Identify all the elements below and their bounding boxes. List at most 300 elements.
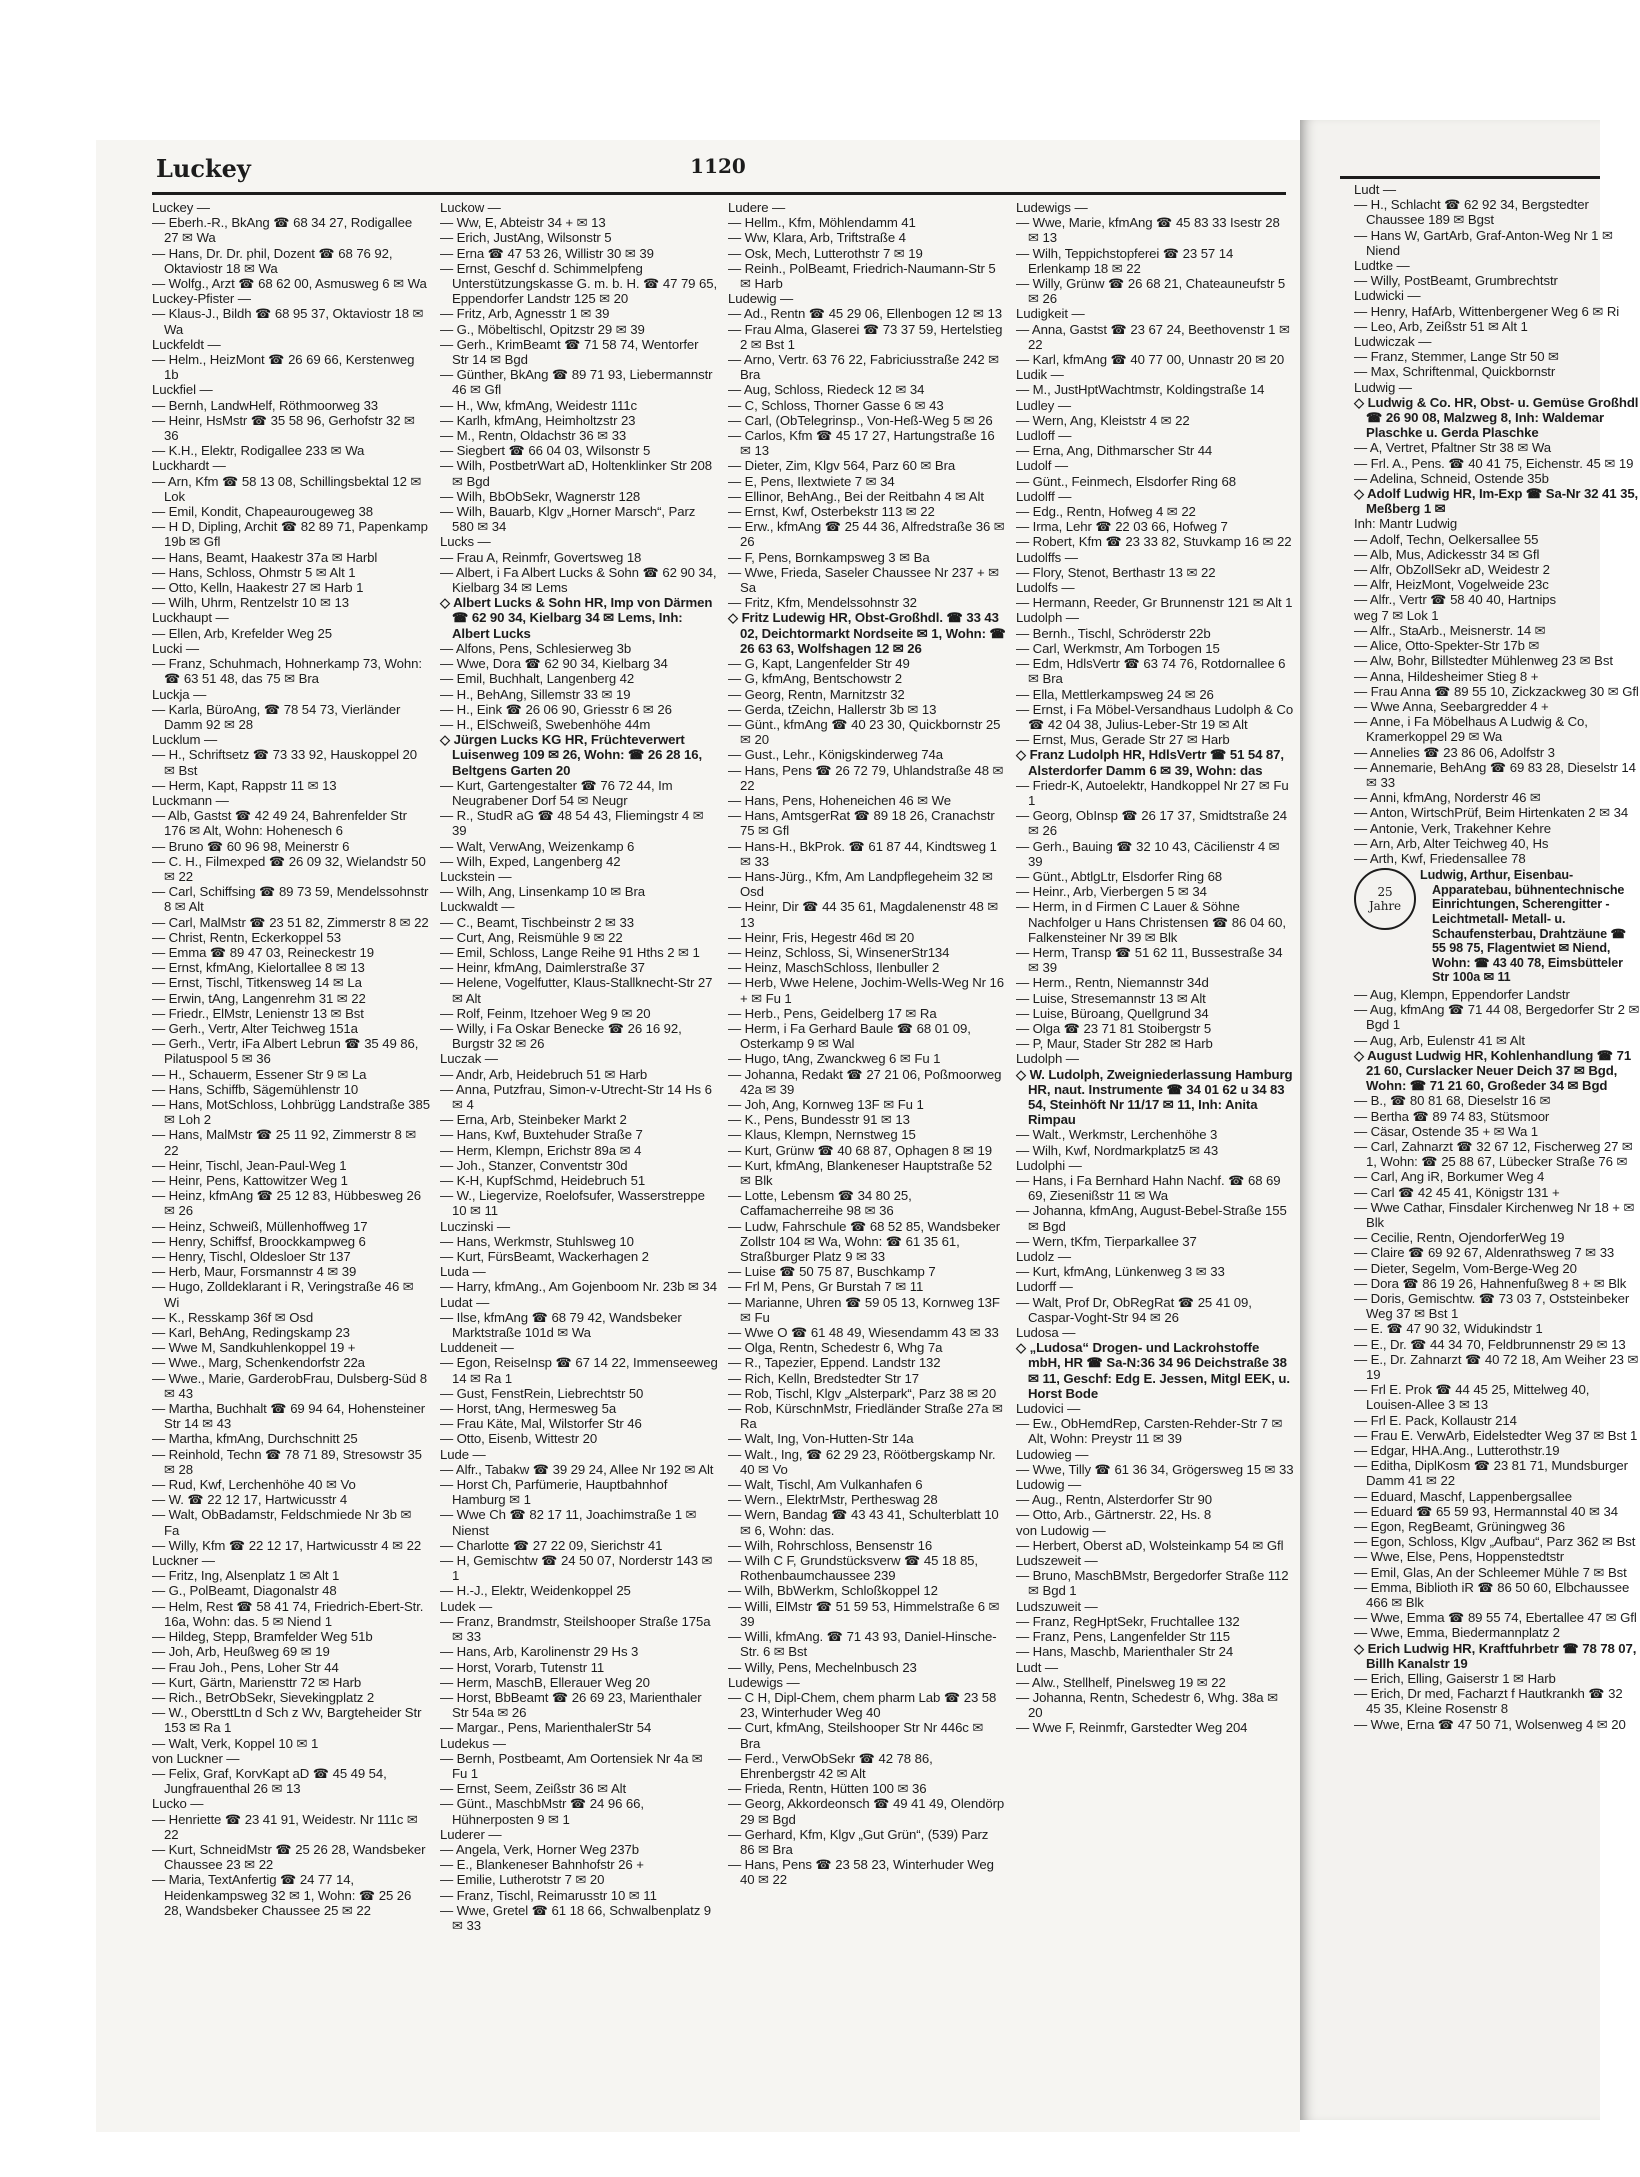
- directory-entry: — Walt., Ing, ☎ 62 29 23, Röötbergskamp Nr. 40 ✉ Vo: [728, 1446, 1000, 1477]
- surname-heading: Luckfeldt —: [152, 336, 221, 352]
- directory-entry: — Hans, Pens ☎ 23 58 23, Winterhuder Weg 40 ✉ 22: [728, 1857, 998, 1888]
- directory-entry: — Egon, RegBeamt, Grüningweg 36: [1354, 1519, 1565, 1534]
- directory-entry: — E., Blankeneser Bahnhofstr 26 +: [440, 1857, 644, 1873]
- directory-entry: — Marianne, Uhren ☎ 59 05 13, Kornweg 13F ✉ Fu: [728, 1294, 1004, 1325]
- directory-entry: — Ernst, Seem, Zeißstr 36 ✉ Alt: [440, 1781, 627, 1797]
- surname-heading: Ludik —: [1016, 367, 1064, 383]
- directory-entry: — Herbert, Oberst aD, Wolsteinkamp 54 ✉ Gfl: [1016, 1537, 1284, 1553]
- directory-entry: — Erna, Ang, Dithmarscher Str 44: [1016, 443, 1213, 459]
- directory-entry: — Bruno, MaschBMstr, Bergedorfer Straße 112 ✉ Bgd 1: [1016, 1568, 1293, 1599]
- directory-entry: — Frau Joh., Pens, Loher Str 44: [152, 1659, 339, 1675]
- directory-entry: — Aug., Rentn, Alsterdorfer Str 90: [1016, 1492, 1212, 1508]
- directory-entry: — Emil, Schloss, Lange Reihe 91 Hths 2 ✉ 1: [440, 944, 700, 960]
- surname-heading: weg 7 ✉ Lok 1: [1354, 607, 1439, 623]
- directory-entry: — Walt, VerwAng, Weizenkamp 6: [440, 838, 635, 854]
- directory-entry: — Heinz, Schweiß, Müllenhoffweg 17: [152, 1218, 368, 1234]
- directory-entry: — Anna, Putzfrau, Simon-v-Utrecht-Str 14 Hs 6 ✉ 4: [440, 1081, 716, 1112]
- directory-entry: — Heinr, kfmAng, Daimlerstraße 37: [440, 960, 645, 976]
- directory-entry: — Frl M, Pens, Gr Burstah 7 ✉ 11: [728, 1279, 924, 1295]
- directory-entry: — H D, Dipling, Archit ☎ 82 89 71, Papenkamp 19b ✉ Gfl: [152, 519, 432, 550]
- directory-entry: — Wwe, Frieda, Saseler Chaussee Nr 237 + ✉ Sa: [728, 564, 1003, 596]
- surname-heading: Luderer —: [440, 1826, 502, 1842]
- directory-page: [96, 140, 1300, 2132]
- directory-entry: — Leo, Arb, Zeißstr 51 ✉ Alt 1: [1354, 318, 1528, 334]
- page-number: 1120: [690, 154, 746, 178]
- directory-entry: — C, Schloss, Thorner Gasse 6 ✉ 43: [728, 397, 944, 413]
- directory-entry: — Wwe Ch ☎ 82 17 11, Joachimstraße 1 ✉ Nienst: [440, 1507, 701, 1538]
- directory-entry: — Willy, i Fa Oskar Benecke ☎ 26 16 92, Burgstr 32 ✉ 26: [440, 1020, 686, 1052]
- directory-entry: — H., Schriftsetz ☎ 73 33 92, Hauskoppel 20 ✉ Bst: [152, 747, 421, 778]
- anniversary-badge: [1354, 868, 1416, 930]
- surname-heading: Luda —: [440, 1264, 486, 1280]
- surname-heading: von Luckner —: [152, 1750, 240, 1766]
- directory-entry: — Arn, Arb, Alter Teichweg 40, Hs: [1354, 835, 1549, 851]
- directory-entry: — Wern., ElektrMstr, Pertheswag 28: [728, 1492, 938, 1508]
- directory-entry: — H., ElSchweiß, Swebenhöhe 44m: [440, 716, 651, 732]
- adjacent-page-rule: [1340, 176, 1600, 179]
- directory-entry: — Aug, Schloss, Riedeck 12 ✉ 34: [728, 382, 925, 398]
- directory-entry: — G., PolBeamt, Diagonalstr 48: [152, 1583, 337, 1599]
- surname-heading: Luckhaupt —: [152, 610, 229, 626]
- anniversary-advert: [1354, 868, 1640, 985]
- surname-heading: Luckey-Pfister —: [152, 291, 251, 307]
- directory-entry: — Herm, Transp ☎ 51 62 11, Bussestraße 34 ✉ 39: [1016, 944, 1287, 976]
- directory-entry: — Hugo, tAng, Zwanckweg 6 ✉ Fu 1: [728, 1051, 941, 1067]
- directory-entry: — Egon, ReiseInsp ☎ 67 14 22, Immenseeweg 14 ✉ Ra 1: [440, 1355, 722, 1386]
- surname-heading: Luddeneit —: [440, 1340, 514, 1356]
- directory-entry: — Hildeg, Stepp, Bramfelder Weg 51b: [152, 1629, 373, 1645]
- directory-entry: — Bernh., Tischl, Schröderstr 22b: [1016, 625, 1211, 641]
- surname-heading: Luckhardt —: [152, 458, 226, 474]
- directory-entry: — Curt, kfmAng, Steilshooper Str Nr 446c ✉ Bra: [728, 1720, 987, 1751]
- directory-entry: — Klaus, Klempn, Nernstweg 15: [728, 1127, 916, 1143]
- surname-heading: Luckwaldt —: [440, 899, 515, 915]
- directory-entry: — Wilh, Ang, Linsenkamp 10 ✉ Bra: [440, 884, 646, 900]
- directory-entry: ◇ Erich Ludwig HR, Kraftfuhrbetr ☎ 78 78 07, Billh Kanalstr 19: [1354, 1640, 1640, 1671]
- directory-entry: — W., Liegervize, Roelofsufer, Wasserstreppe 10 ✉ 11: [440, 1188, 709, 1219]
- directory-entry: — Adelina, Schneid, Ostende 35b: [1354, 470, 1549, 486]
- directory-entry: — Wwe, Emma ☎ 89 55 74, Ebertallee 47 ✉ Gfl: [1354, 1610, 1637, 1626]
- directory-entry: ◇ August Ludwig HR, Kohlenhandlung ☎ 71 21 60, Curslacker Neuer Deich 37 ✉ Bgd, Wohn: ☎ 71 21 60, Großeder 34 ✉ Bgd: [1354, 1047, 1635, 1094]
- surname-heading: Ludley —: [1016, 397, 1071, 413]
- directory-entry: — Erna ☎ 47 53 26, Willistr 30 ✉ 39: [440, 245, 654, 261]
- directory-entry: — Fritz, Arb, Agnesstr 1 ✉ 39: [440, 306, 610, 322]
- directory-entry: — Ew., ObHemdRep, Carsten-Rehder-Str 7 ✉ Alt, Wohn: Preystr 11 ✉ 39: [1016, 1416, 1286, 1447]
- directory-entry: — Fritz, Ing, Alsenplatz 1 ✉ Alt 1: [152, 1568, 340, 1584]
- advert-text: Ludwig, Arthur, Eisenbau-Apparatebau, bühnentechnische Einrichtungen, Scherengitter - Leichtmetall- Metall- u. Schaufensterbau, Drahtzäune ☎ 55 98 75, Flagentwiet ✉ Niend, Wohn: ☎ 43 40 78, Eimsbütteler Str 100a ✉ 11: [1420, 868, 1630, 985]
- directory-entry: — Frau E. VerwArb, Eidelstedter Weg 37 ✉ Bst 1: [1354, 1427, 1638, 1443]
- surname-heading: Ludloff —: [1016, 428, 1072, 444]
- directory-entry: — Henry, Schiffsf, Broockkampweg 6: [152, 1233, 366, 1249]
- directory-entry: — Walt, Tischl, Am Vulkanhafen 6: [728, 1477, 923, 1493]
- adjacent-page: [1300, 120, 1640, 2120]
- directory-entry: — Heinr, Dir ☎ 44 35 61, Magdalenenstr 48 ✉ 13: [728, 899, 1002, 930]
- directory-entry: — Alw., Stellhelf, Pinelsweg 19 ✉ 22: [1016, 1674, 1226, 1690]
- directory-entry: — Hans, Schiffb, Sägemühlenstr 10: [152, 1081, 359, 1097]
- directory-entry: — Wwe F, Reinmfr, Garstedter Weg 204: [1016, 1720, 1248, 1736]
- directory-entry: — Adolf, Techn, Oelkersallee 55: [1354, 531, 1539, 547]
- directory-entry: — Willy, Grünw ☎ 26 68 21, Chateauneufstr 5 ✉ 26: [1016, 276, 1289, 307]
- directory-entry: — Wilh, Kwf, Nordmarkplatz5 ✉ 43: [1016, 1142, 1219, 1158]
- directory-entry: — Olga ☎ 23 71 81 Stoibergstr 5: [1016, 1020, 1212, 1036]
- directory-entry: — Erich, JustAng, Wilsonstr 5: [440, 230, 612, 246]
- directory-entry: — Ernst, i Fa Möbel-Versandhaus Ludolph & Co ☎ 42 04 38, Julius-Leber-Str 19 ✉ Alt: [1016, 701, 1297, 732]
- directory-entry: — C. H., Filmexped ☎ 26 09 32, Wielandstr 50 ✉ 22: [152, 853, 430, 884]
- directory-entry: — Alfr, ObZollSekr aD, Weidestr 2: [1354, 562, 1550, 578]
- directory-entry: — Kurt, kfmAng, Lünkenweg 3 ✉ 33: [1016, 1264, 1225, 1280]
- directory-entry: — Herb., Pens, Geidelberg 17 ✉ Ra: [728, 1005, 937, 1021]
- directory-entry: — Gust, FenstRein, Liebrechtstr 50: [440, 1385, 644, 1401]
- directory-entry: — Anna, Gastst ☎ 23 67 24, Beethovenstr 1 ✉ 22: [1016, 321, 1294, 352]
- surname-heading: Ludowieg —: [1016, 1446, 1089, 1462]
- directory-entry: — Dora ☎ 86 19 26, Hahnenfußweg 8 + ✉ Blk: [1354, 1275, 1627, 1291]
- directory-entry: — Hans, Kwf, Buxtehuder Straße 7: [440, 1127, 643, 1143]
- surname-heading: Ludolphi —: [1016, 1157, 1082, 1173]
- directory-entry: — Otto, Arb., Gärtnerstr. 22, Hs. 8: [1016, 1507, 1212, 1523]
- directory-entry: — H., Schauerm, Essener Str 9 ✉ La: [152, 1066, 367, 1082]
- directory-entry: — Anna, Hildesheimer Stieg 8 +: [1354, 668, 1539, 684]
- directory-entry: — Heinr, Tischl, Jean-Paul-Weg 1: [152, 1157, 347, 1173]
- surname-heading: Luckfiel —: [152, 382, 213, 398]
- directory-entry: — Kurt, SchneidMstr ☎ 25 26 28, Wandsbeker Chaussee 23 ✉ 22: [152, 1841, 429, 1873]
- directory-entry: — Alfr., Tabakw ☎ 39 29 24, Allee Nr 192 ✉ Alt: [440, 1461, 714, 1477]
- directory-entry: — Hans, AmtsgerRat ☎ 89 18 26, Cranachstr 75 ✉ Gfl: [728, 808, 999, 839]
- directory-entry: — Herb, Maur, Forsmannstr 4 ✉ 39: [152, 1264, 357, 1280]
- directory-entry: — Aug, Klempn, Eppendorfer Landstr: [1354, 986, 1570, 1002]
- directory-entry: — E., Dr. ☎ 44 34 70, Feldbrunnenstr 29 ✉ 13: [1354, 1336, 1626, 1352]
- surname-heading: Ludolph —: [1016, 610, 1079, 626]
- surname-heading: Ludwicki —: [1354, 288, 1421, 304]
- directory-entry: — Hellm., Kfm, Möhlendamm 41: [728, 215, 916, 231]
- directory-entry: — Karl, BehAng, Redingskamp 23: [152, 1325, 350, 1341]
- directory-entry: — Herm, MaschB, Ellerauer Weg 20: [440, 1674, 650, 1690]
- directory-entry: — Hans, Beamt, Haakestr 37a ✉ Harbl: [152, 549, 378, 565]
- directory-entry: — W., ObersttLtn d Sch z Wv, Bargteheider Str 153 ✉ Ra 1: [152, 1705, 425, 1736]
- directory-entry: — Kurt, Gärtn, Mariensttr 72 ✉ Harb: [152, 1674, 362, 1690]
- directory-entry: — Franz, Stemmer, Lange Str 50 ✉: [1354, 349, 1560, 365]
- directory-entry: — Frau Alma, Glaserei ☎ 73 37 59, Hertelstieg 2 ✉ Bst 1: [728, 321, 1006, 352]
- directory-entry: ◇ „Ludosa“ Drogen- und Lackrohstoffe mbH, HR ☎ Sa-N:36 34 96 Deichstraße 38 ✉ 11, Geschf: Edg E. Jessen, Mitgl EEK, u. Horst Bode: [1016, 1340, 1294, 1401]
- directory-entry: — Wern, tKfm, Tierparkallee 37: [1016, 1233, 1197, 1249]
- directory-entry: ◇ W. Ludolph, Zweigniederlassung Hamburg HR, naut. Instrumente ☎ 34 01 62 u 34 83 54, Steinhöft Nr 11/17 ✉ 11, Inh: Anita Rimpau: [1016, 1066, 1297, 1128]
- surname-heading: Luckja —: [152, 686, 207, 702]
- directory-entry: — Emilie, Lutherotstr 7 ✉ 20: [440, 1872, 605, 1888]
- directory-entry: — Maria, TextAnfertig ☎ 24 77 14, Heidenkampsweg 32 ✉ 1, Wohn: ☎ 25 26 28, Wandsbeker Chaussee 25 ✉ 22: [152, 1872, 415, 1918]
- surname-heading: Ludszeweit —: [1016, 1553, 1098, 1569]
- directory-entry: — Friedr., ElMstr, Lenienstr 13 ✉ Bst: [152, 1005, 364, 1021]
- directory-entry: — Heinz, Schloss, Si, WinsenerStr134: [728, 944, 950, 960]
- directory-entry: — Walt, Prof Dr, ObRegRat ☎ 25 41 09, Caspar-Voght-Str 94 ✉ 26: [1016, 1294, 1256, 1325]
- surname-heading: Ludwig —: [1354, 379, 1412, 395]
- directory-entry: — Annemarie, BehAng ☎ 69 83 28, Dieselstr 14 ✉ 33: [1354, 759, 1640, 790]
- directory-entry: — Walt, Ing, Von-Hutten-Str 14a: [728, 1431, 914, 1447]
- directory-entry: — Antonie, Verk, Trakehner Kehre: [1354, 820, 1551, 836]
- directory-entry: — Günt., Feinmech, Elsdorfer Ring 68: [1016, 473, 1236, 489]
- directory-entry: — Alb, Gastst ☎ 42 49 24, Bahrenfelder Str 176 ✉ Alt, Wohn: Hohenesch 6: [152, 808, 411, 839]
- directory-entry: — Carl, Werkmstr, Am Torbogen 15: [1016, 640, 1220, 656]
- directory-entry: — Wolfg., Arzt ☎ 68 62 00, Asmusweg 6 ✉ Wa: [152, 276, 427, 292]
- directory-entry: — Friedr-K, Autoelektr, Handkoppel Nr 27 ✉ Fu 1: [1016, 777, 1293, 808]
- directory-entry: — Carl, Ang iR, Borkumer Weg 4: [1354, 1169, 1545, 1185]
- directory-entry: — Bernh, Postbeamt, Am Oortensiek Nr 4a ✉ Fu 1: [440, 1750, 707, 1781]
- directory-entry: — Emil, Buchhalt, Langenberg 42: [440, 671, 635, 687]
- directory-entry: — Bertha ☎ 89 74 83, Stütsmoor: [1354, 1108, 1550, 1124]
- directory-entry: ◇ Ludwig & Co. HR, Obst- u. Gemüse Großhdl ☎ 26 90 08, Malzweg 8, Inh: Waldemar Plaschke u. Gerda Plaschke: [1354, 394, 1639, 441]
- directory-entry: — Carl, MalMstr ☎ 23 51 82, Zimmerstr 8 ✉ 22: [152, 914, 429, 930]
- directory-entry: — Arn, Kfm ☎ 58 13 08, Schillingsbektal 12 ✉ Lok: [152, 473, 425, 504]
- directory-entry: — H., Eink ☎ 26 06 90, Griesstr 6 ✉ 26: [440, 701, 672, 717]
- surname-heading: Ludorff —: [1016, 1279, 1073, 1295]
- directory-entry: — Wwe., Marie, GarderobFrau, Dulsberg-Süd 8 ✉ 43: [152, 1370, 431, 1401]
- directory-entry: — Helm., HeizMont ☎ 26 69 66, Kerstenweg 1b: [152, 352, 418, 383]
- directory-entry: — Alb, Mus, Adickesstr 34 ✉ Gfl: [1354, 546, 1540, 562]
- directory-entry: — Wwe, Erna ☎ 47 50 71, Wolsenweg 4 ✉ 20: [1354, 1716, 1626, 1732]
- surname-heading: Lucko —: [152, 1796, 204, 1812]
- directory-entry: — Edm, HdlsVertr ☎ 63 74 76, Rotdornallee 6 ✉ Bra: [1016, 656, 1289, 687]
- directory-entry: — Herm, Klempn, Erichstr 89a ✉ 4: [440, 1142, 642, 1158]
- directory-entry: — Eberh.-R., BkAng ☎ 68 34 27, Rodigallee 27 ✉ Wa: [152, 215, 416, 246]
- directory-entry: — Anton, WirtschPrüf, Beim Hirtenkaten 2 ✉ 34: [1354, 805, 1629, 821]
- directory-entry: — Luise, Stresemannstr 13 ✉ Alt: [1016, 990, 1206, 1006]
- directory-entry: — G., Möbeltischl, Opitzstr 29 ✉ 39: [440, 321, 645, 337]
- directory-entry: — Erna, Arb, Steinbeker Markt 2: [440, 1112, 627, 1128]
- listing-column-2: [440, 200, 722, 2116]
- directory-entry: — Karl, kfmAng ☎ 40 77 00, Unnastr 20 ✉ 20: [1016, 352, 1285, 368]
- surname-heading: Luckey —: [152, 200, 210, 215]
- directory-entry: — Martha, kfmAng, Durchschnitt 25: [152, 1431, 358, 1447]
- directory-entry: — Hans, Dr. Dr. phil, Dozent ☎ 68 76 92, Oktaviostr 18 ✉ Wa: [152, 245, 396, 276]
- directory-entry: — Carl, Zahnarzt ☎ 32 67 12, Fischerweg 27 ✉ 1, Wohn: ☎ 25 88 67, Lübecker Straße 76 ✉: [1354, 1138, 1637, 1170]
- directory-entry: — Wern, Ang, Kleiststr 4 ✉ 22: [1016, 412, 1190, 428]
- surname-heading: Ludigkeit —: [1016, 306, 1085, 322]
- directory-entry: — Gerh., Bauing ☎ 32 10 43, Cäcilienstr 4 ✉ 39: [1016, 838, 1284, 869]
- directory-entry: — Wilh, BbObSekr, Wagnerstr 128: [440, 488, 641, 504]
- badge-word: Jahre: [1368, 899, 1402, 914]
- directory-entry: — Max, Schriftenmal, Quickbornstr: [1354, 364, 1556, 380]
- directory-entry: — Dieter, Segelm, Vom-Berge-Weg 20: [1354, 1260, 1577, 1276]
- surname-heading: Luczak —: [440, 1051, 498, 1067]
- surname-heading: Lude —: [440, 1446, 486, 1462]
- directory-entry: — Frau Anna ☎ 89 55 10, Zickzackweg 30 ✉ Gfl: [1354, 683, 1639, 699]
- directory-entry: ◇ Franz Ludolph HR, HdlsVertr ☎ 51 54 87, Alsterdorfer Damm 6 ✉ 39, Wohn: das: [1016, 747, 1288, 778]
- directory-entry: — Rolf, Feinm, Itzehoer Weg 9 ✉ 20: [440, 1005, 651, 1021]
- directory-entry: — Christ, Rentn, Eckerkoppel 53: [152, 929, 341, 945]
- directory-entry: — Dieter, Zim, Klgv 564, Parz 60 ✉ Bra: [728, 458, 956, 474]
- directory-entry: — H.-J., Elektr, Weidenkoppel 25: [440, 1583, 631, 1599]
- directory-entry: — W. ☎ 22 12 17, Hartwicusstr 4: [152, 1492, 348, 1508]
- directory-entry: — Heinr, Fris, Hegestr 46d ✉ 20: [728, 929, 915, 945]
- directory-entry: — Reinh., PolBeamt, Friedrich-Naumann-Str 5 ✉ Harb: [728, 260, 1000, 292]
- directory-entry: — Joh, Ang, Kornweg 13F ✉ Fu 1: [728, 1096, 924, 1112]
- directory-entry: — Günt., AbtlgLtr, Elsdorfer Ring 68: [1016, 868, 1223, 884]
- directory-entry: — Cäsar, Ostende 35 + ✉ Wa 1: [1354, 1123, 1539, 1139]
- directory-entry: — M., JustHptWachtmstr, Koldingstraße 14: [1016, 382, 1265, 398]
- directory-entry: — Georg, Akkordeonsch ☎ 49 41 49, Olendörp 29 ✉ Bgd: [728, 1796, 1008, 1827]
- directory-entry: — Karla, BüroAng, ☎ 78 54 73, Vierländer Damm 92 ✉ 28: [152, 701, 404, 732]
- directory-entry: — Hans, Werkmstr, Stuhlsweg 10: [440, 1233, 634, 1249]
- directory-entry: — Aug, Arb, Eulenstr 41 ✉ Alt: [1354, 1032, 1525, 1048]
- directory-entry: — Franz, Schuhmach, Hohnerkamp 73, Wohn: ☎ 63 51 48, das 75 ✉ Bra: [152, 656, 426, 687]
- directory-entry: — Herb, Wwe Helene, Jochim-Wells-Weg Nr 16 + ✉ Fu 1: [728, 975, 1008, 1006]
- directory-entry: — Kurt, kfmAng, Blankeneser Hauptstraße 52 ✉ Blk: [728, 1157, 996, 1188]
- directory-entry: — Gerh., Vertr, Alter Teichweg 151a: [152, 1020, 358, 1036]
- directory-entry: — Emil, Glas, An der Schleemer Mühle 7 ✉ Bst: [1354, 1564, 1627, 1580]
- directory-entry: ◇ Adolf Ludwig HR, Im-Exp ☎ Sa-Nr 32 41 35, Meßberg 1 ✉: [1354, 486, 1639, 517]
- directory-entry: — Alfons, Pens, Schlesierweg 3b: [440, 640, 632, 656]
- directory-entry: — Herm., Rentn, Niemannstr 34d: [1016, 975, 1209, 991]
- directory-entry: — K-H, KupfSchmd, Heidebruch 51: [440, 1173, 646, 1188]
- directory-entry: — H., Ww, kfmAng, Weidestr 111c: [440, 397, 637, 413]
- surname-heading: Luckow —: [440, 200, 501, 215]
- directory-entry: — Eduard, Maschf, Lappenbergsallee: [1354, 1488, 1572, 1504]
- directory-entry: — Wwe, Gretel ☎ 61 18 66, Schwalbenplatz 9 ✉ 33: [440, 1902, 715, 1933]
- directory-entry: — Wwe O ☎ 61 48 49, Wiesendamm 43 ✉ 33: [728, 1325, 999, 1341]
- directory-entry: — Siegbert ☎ 66 04 03, Wilsonstr 5: [440, 443, 651, 459]
- directory-entry: — Flory, Stenot, Berthastr 13 ✉ 22: [1016, 564, 1216, 580]
- listing-column-4: [1016, 200, 1297, 2116]
- surname-heading: Ludt —: [1354, 182, 1396, 197]
- directory-entry: — Annelies ☎ 23 86 06, Adolfstr 3: [1354, 744, 1555, 760]
- directory-entry: — Ilse, kfmAng ☎ 68 79 42, Wandsbeker Marktstraße 101d ✉ Wa: [440, 1309, 686, 1341]
- directory-entry: — Franz, RegHptSekr, Fruchtallee 132: [1016, 1613, 1240, 1629]
- directory-entry: — Franz, Brandmstr, Steilshooper Straße 175a ✉ 33: [440, 1613, 715, 1645]
- surname-heading: Lucklum —: [152, 732, 218, 748]
- surname-heading: Ludekus —: [440, 1735, 506, 1751]
- directory-entry: — C H, Dipl-Chem, chem pharm Lab ☎ 23 58 23, Winterhuder Weg 40: [728, 1689, 1000, 1721]
- directory-entry: — Edgar, HHA.Ang., Lutterothstr.19: [1354, 1442, 1560, 1458]
- directory-entry: — Carl, (ObTelegrinsp., Von-Heß-Weg 5 ✉ 26: [728, 412, 993, 428]
- directory-entry: — Frl E. Prok ☎ 44 45 25, Mittelweg 40, Louisen-Allee 3 ✉ 13: [1354, 1382, 1593, 1413]
- directory-entry: — P, Maur, Stader Str 282 ✉ Harb: [1016, 1036, 1213, 1052]
- running-head: Luckey: [156, 154, 251, 183]
- directory-entry: — Horst Ch, Parfümerie, Hauptbahnhof Hamburg ✉ 1: [440, 1477, 671, 1508]
- directory-entry: — Arno, Vertr. 63 76 22, Fabriciusstraße 242 ✉ Bra: [728, 352, 1003, 383]
- header-rule: [152, 192, 1286, 195]
- directory-entry: — Rob, Tischl, Klgv „Alsterpark“, Parz 38 ✉ 20: [728, 1385, 997, 1401]
- directory-entry: — Wilh, Exped, Langenberg 42: [440, 853, 621, 869]
- page-header: [156, 154, 1280, 188]
- directory-entry: — Ernst, Geschf d. Schimmelpfeng Unterstützungskasse G. m. b. H. ☎ 47 79 65, Eppendorfer Landstr 125 ✉ 20: [440, 260, 721, 307]
- directory-entry: — C., Beamt, Tischbeinstr 2 ✉ 33: [440, 914, 635, 930]
- directory-entry: — Henriette ☎ 23 41 91, Weidestr. Nr 111c ✉ 22: [152, 1811, 422, 1842]
- directory-entry: — Horst, Vorarb, Tutenstr 11: [440, 1659, 605, 1675]
- directory-entry: — Rich., BetrObSekr, Sievekingplatz 2: [152, 1689, 375, 1705]
- directory-entry: — Fritz, Kfm, Mendelssohnstr 32: [728, 595, 917, 611]
- surname-heading: Ludewigs —: [1016, 200, 1088, 215]
- directory-entry: — Hans-Jürg., Kfm, Am Landpflegeheim 32 ✉ Osd: [728, 868, 997, 900]
- directory-entry: — Hans-H., BkProk. ☎ 61 87 44, Kindtsweg 1 ✉ 33: [728, 838, 1001, 869]
- directory-entry: — Gerh., Vertr, iFa Albert Lebrun ☎ 35 49 86, Pilatuspool 5 ✉ 36: [152, 1036, 422, 1067]
- directory-entry: — Lotte, Lebensm ☎ 34 80 25, Caffamacherreihe 98 ✉ 36: [728, 1188, 916, 1219]
- directory-entry: — Herm, i Fa Gerhard Baule ☎ 68 01 09, Osterkamp 9 ✉ Wal: [728, 1020, 975, 1052]
- surname-heading: Ludosa —: [1016, 1325, 1076, 1341]
- directory-entry: — Franz, Pens, Langenfelder Str 115: [1016, 1629, 1230, 1645]
- directory-entry: — Wilh, BbWerkm, Schloßkoppel 12: [728, 1583, 938, 1599]
- directory-entry: — Harry, kfmAng., Am Gojenboom Nr. 23b ✉ 34: [440, 1279, 717, 1295]
- directory-entry: — Ad., Rentn ☎ 45 29 06, Ellenbogen 12 ✉ 13: [728, 306, 1002, 322]
- surname-heading: Lucks —: [440, 534, 491, 550]
- directory-entry: — Anni, kfmAng, Norderstr 46 ✉: [1354, 790, 1541, 806]
- directory-entry: — H., Schlacht ☎ 62 92 34, Bergstedter Chaussee 189 ✉ Bgst: [1354, 197, 1593, 228]
- directory-entry: — Wilh, Teppichstopferei ☎ 23 57 14 Erlenkamp 18 ✉ 22: [1016, 245, 1237, 276]
- directory-entry: — Willy, PostBeamt, Grumbrechtstr: [1354, 273, 1558, 289]
- directory-entry: — Erwin, tAng, Langenrehm 31 ✉ 22: [152, 990, 366, 1006]
- surname-heading: Ludolph —: [1016, 1051, 1079, 1067]
- directory-entry: — Willy, Kfm ☎ 22 12 17, Hartwicusstr 4 ✉ 22: [152, 1537, 422, 1553]
- listing-columns: [152, 200, 1297, 2116]
- directory-entry: — Anne, i Fa Möbelhaus A Ludwig & Co, Kramerkoppel 29 ✉ Wa: [1354, 714, 1592, 745]
- directory-entry: — Arth, Kwf, Friedensallee 78: [1354, 850, 1526, 866]
- directory-entry: — Walt., Werkmstr, Lerchenhöhe 3: [1016, 1127, 1218, 1143]
- directory-entry: — Cecilie, Rentn, OjendorferWeg 19: [1354, 1230, 1565, 1246]
- directory-entry: — Emil, Kondit, Chapeaurougeweg 38: [152, 504, 373, 520]
- listing-column-3: [728, 200, 1010, 2116]
- directory-entry: — Frau Käte, Mal, Wilstorfer Str 46: [440, 1416, 642, 1432]
- directory-entry: — Georg, ObInsp ☎ 26 17 37, Smidtstraße 24 ✉ 26: [1016, 808, 1291, 839]
- directory-entry: — B., ☎ 80 81 68, Dieselstr 16 ✉: [1354, 1093, 1551, 1109]
- directory-entry: — Johanna, Redakt ☎ 27 21 06, Poßmoorweg 42a ✉ 39: [728, 1066, 1005, 1097]
- directory-entry: — Herm, in d Firmen C Lauer & Söhne Nachfolger u Hans Christensen ☎ 86 04 60, Falkensteiner Nr 39 ✉ Blk: [1016, 899, 1290, 945]
- directory-entry: — Erich, Elling, Gaiserstr 1 ✉ Harb: [1354, 1671, 1556, 1687]
- directory-entry: — Kurt, Grünw ☎ 40 68 87, Ophagen 8 ✉ 19: [728, 1142, 992, 1158]
- directory-entry: — Wwe, Dora ☎ 62 90 34, Kielbarg 34: [440, 656, 668, 672]
- directory-entry: — H., BehAng, Sillemstr 33 ✉ 19: [440, 686, 631, 702]
- directory-entry: — Rich, Kelln, Bredstedter Str 17: [728, 1370, 919, 1386]
- directory-entry: — Frl. A., Pens. ☎ 40 41 75, Eichenstr. 45 ✉ 19: [1354, 455, 1634, 471]
- directory-entry: — Wwe, Emma, Biedermannplatz 2: [1354, 1625, 1560, 1641]
- directory-entry: — E., Dr. Zahnarzt ☎ 40 72 18, Am Weiher 23 ✉ 19: [1354, 1351, 1639, 1382]
- directory-entry: — K.H., Elektr, Rodigallee 233 ✉ Wa: [152, 443, 365, 459]
- surname-heading: Ludek —: [440, 1598, 493, 1614]
- surname-heading: Luckmann —: [152, 792, 229, 808]
- directory-entry: — Luise, Büroang, Quellgrund 34: [1016, 1005, 1209, 1021]
- directory-entry: — Alfr., Vertr ☎ 58 40 40, Hartnips: [1354, 592, 1557, 608]
- surname-heading: Ludolff —: [1016, 488, 1072, 504]
- directory-entry: — Emma ☎ 89 47 03, Reineckestr 19: [152, 944, 375, 960]
- directory-entry: — Gerh., KrimBeamt ☎ 71 58 74, Wentorfer Str 14 ✉ Bgd: [440, 336, 703, 368]
- surname-heading: Ludere —: [728, 200, 786, 215]
- directory-entry: — Hermann, Reeder, Gr Brunnenstr 121 ✉ Alt 1: [1016, 595, 1293, 611]
- directory-entry: — Henry, Tischl, Oldesloer Str 137: [152, 1249, 351, 1265]
- directory-entry: — Bruno ☎ 60 96 98, Meinerstr 6: [152, 838, 350, 854]
- surname-heading: Ludolffs —: [1016, 549, 1078, 565]
- directory-entry: — Margar., Pens, MarienthalerStr 54: [440, 1720, 652, 1736]
- directory-entry: — Ww, Klara, Arb, Triftstraße 4: [728, 230, 906, 246]
- directory-entry: — Hans, Arb, Karolinenstr 29 Hs 3: [440, 1644, 639, 1660]
- directory-entry: — Ernst, Tischl, Titkensweg 14 ✉ La: [152, 975, 362, 991]
- directory-entry: — H, Gemischtw ☎ 24 50 07, Norderstr 143 ✉ 1: [440, 1553, 717, 1584]
- directory-entry: — R., StudR aG ☎ 48 54 43, Fliemingstr 4 ✉ 39: [440, 808, 708, 839]
- directory-entry: — Wilh, PostbetrWart aD, Holtenklinker Str 208 ✉ Bgd: [440, 458, 716, 489]
- directory-entry: — Hans, Pens ☎ 26 72 79, Uhlandstraße 48 ✉ 22: [728, 762, 1008, 793]
- directory-entry: — Joh, Arb, Heußweg 69 ✉ 19: [152, 1644, 330, 1660]
- surname-heading: Ludewigs —: [728, 1674, 800, 1690]
- adjacent-page-column: [1354, 182, 1640, 2110]
- directory-entry: — Aug, kfmAng ☎ 71 44 08, Bergedorfer Str 2 ✉ Bgd 1: [1354, 1002, 1640, 1033]
- directory-entry: — Wwe Anna, Seebargredder 4 +: [1354, 698, 1549, 714]
- directory-entry: — Ellen, Arb, Krefelder Weg 25: [152, 625, 333, 641]
- surname-heading: Ludewig —: [728, 291, 794, 307]
- directory-entry: — Heinz, MaschSchloss, Ilenbuller 2: [728, 960, 940, 976]
- directory-entry: — Ella, Mettlerkampsweg 24 ✉ 26: [1016, 686, 1214, 702]
- surname-heading: Ludolfs —: [1016, 580, 1075, 596]
- directory-entry: — Alfr, HeizMont, Vogelweide 23c: [1354, 577, 1549, 593]
- directory-entry: — Henry, HafArb, Wittenbergener Weg 6 ✉ Ri: [1354, 303, 1620, 319]
- directory-entry: — Erw., kfmAng ☎ 25 44 36, Alfredstraße 36 ✉ 26: [728, 519, 1009, 550]
- directory-entry: — Gerda, tZeichn, Hallerstr 3b ✉ 13: [728, 701, 937, 717]
- directory-entry: — Wilh C F, Grundstücksverw ☎ 45 18 85, Rothenbaumchaussee 239: [728, 1553, 982, 1584]
- directory-entry: — Frau A, Reinmfr, Govertsweg 18: [440, 549, 642, 565]
